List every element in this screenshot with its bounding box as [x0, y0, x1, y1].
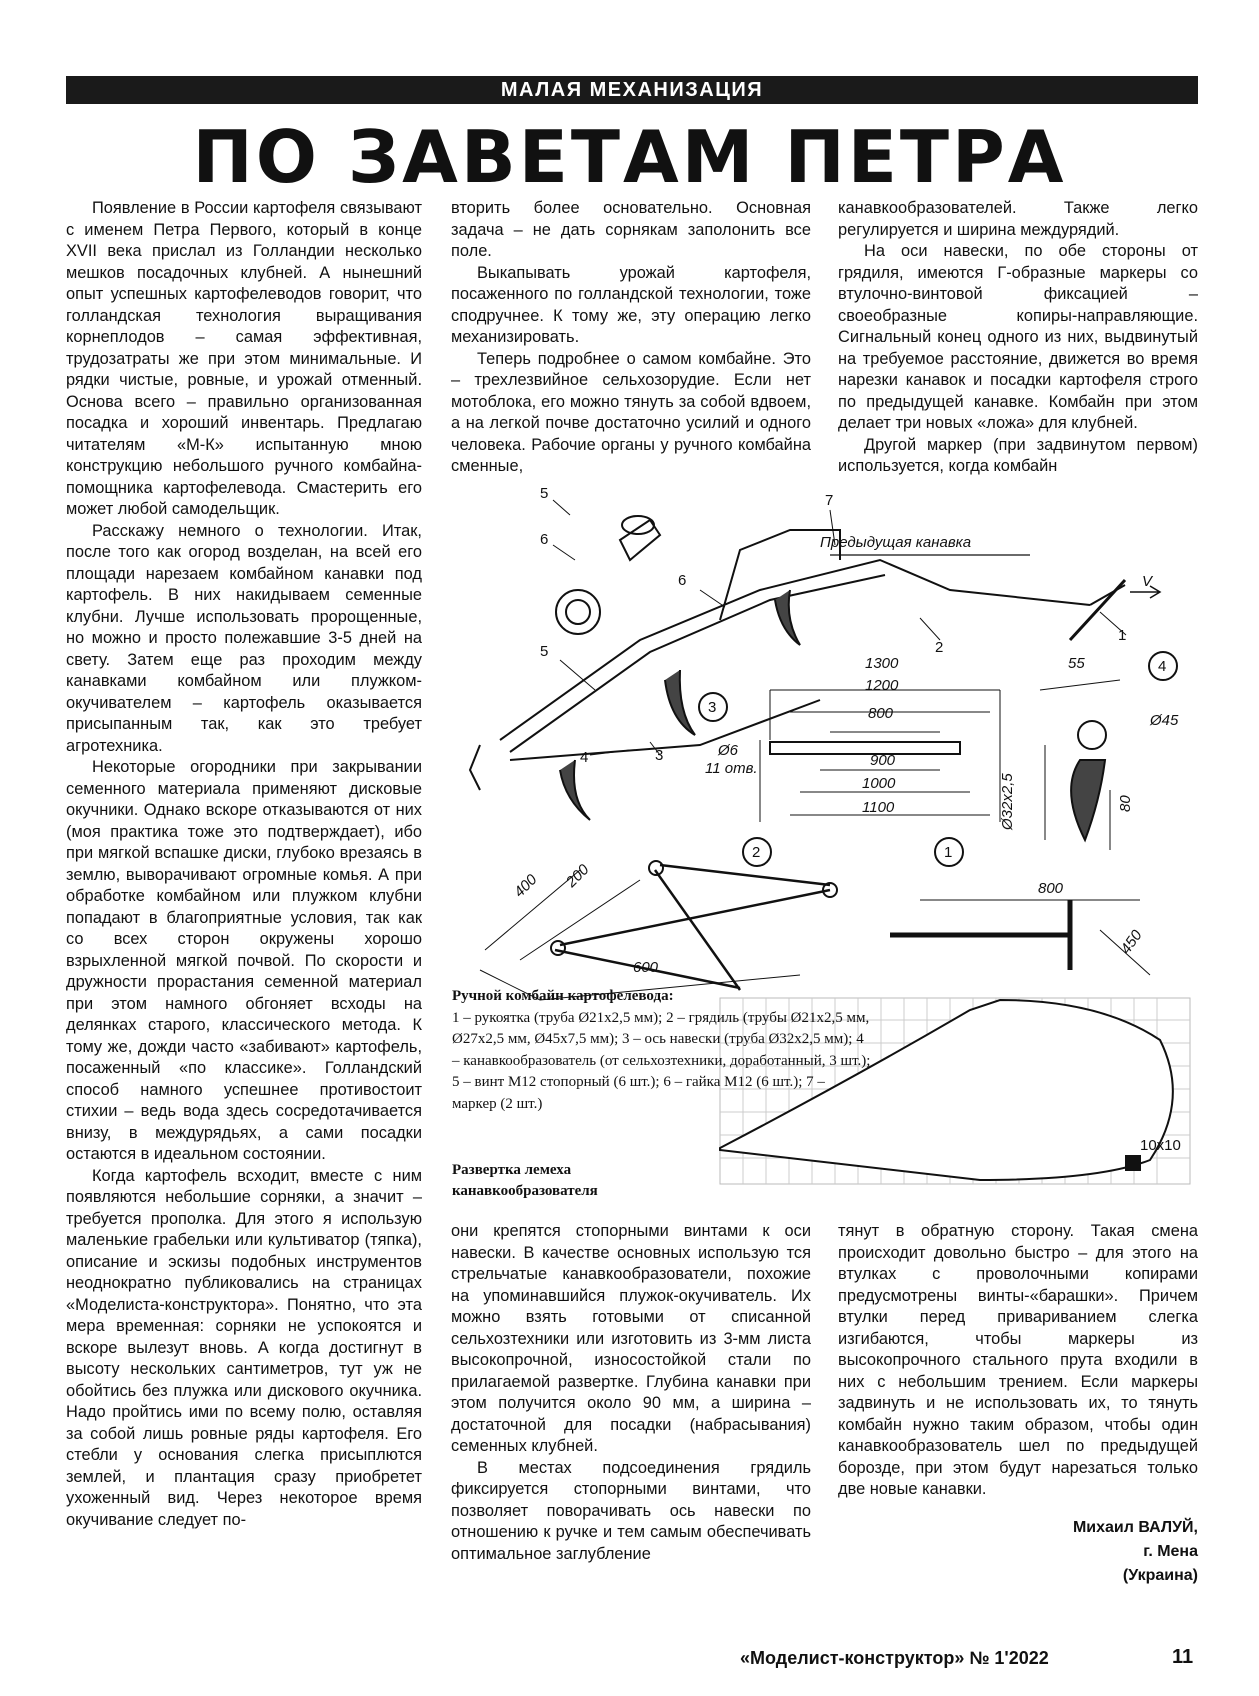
paragraph: Когда картофель всходит, вместе с ним появляются небольшие сорняки, а значит – требуется прополка. Для этого я использую маленькие грабельки или культиватор (тяпка), описание и эскизы подобных инструментов неоднократно публиковались на страницах «Моделиста-конструктора». Понятно, что эта мера временная: сорняки не успокоятся и вскоре вылезут вновь. А когда достигнут в высоту нескольких сантиметров, тут уж не обойтись без плужка или дискового окучника. Надо пройтись ими по всему полю, оставляя за собой лишь ровные ряды картофеля. Его стебли у основания слегка присыплются землей, и плантация сразу приобретет ухоженный вид. Через некоторое время окучивание следует по- — [66, 1166, 422, 1529]
circle-label: 4 — [1158, 658, 1167, 675]
paragraph: На оси навески, по обе стороны от грядиля, имеются Г-образные маркеры со втулочно-винтовой фиксацией – своеобразные копиры-направляющие. Сигнальный конец одного из них, выдвинутый на требуемое расстояние, движется во время нарезки канавок и посадки картофеля строго по предыдущей канавке. Комбайн при этом делает три новых «ложа» для клубней. — [838, 242, 1198, 432]
paragraph: Выкапывать урожай картофеля, посаженного по голландской технологии, тоже сподручнее. К тому же, эту операцию легко механизировать. — [451, 263, 811, 346]
dim-label: Ø45 — [1150, 712, 1179, 729]
dim-label: 900 — [870, 752, 896, 769]
callout-label: 3 — [655, 747, 664, 764]
share-blade — [1071, 760, 1105, 840]
callout-label: 5 — [540, 643, 549, 660]
beam-line-lower — [510, 575, 885, 752]
dim-label: 450 — [1117, 927, 1146, 958]
beam-line — [500, 560, 1090, 740]
dim-label: 1200 — [865, 677, 899, 694]
bolt-head — [622, 516, 654, 534]
paragraph: Расскажу немного о технологии. Итак, после того как огород возделан, на всей его площади нарезаем комбайном канавки под картофель. В них накидываем семенные клубни. Лучше использовать пророщенные, но можно и просто полежавшие 3-5 дней на свету. Затем еще раз проходим между канавками комбайном или плужком-окучивателем – картофель оказывается присыпанным так, как это требует агротехника. — [66, 521, 422, 755]
blade — [560, 760, 590, 820]
circle-label: 1 — [944, 844, 953, 861]
circle-label: 3 — [708, 699, 717, 716]
dim-label: 800 — [1038, 880, 1064, 897]
axle-tube — [770, 742, 960, 754]
section-header: МАЛАЯ МЕХАНИЗАЦИЯ — [66, 76, 1198, 104]
nut-detail — [556, 590, 600, 634]
circle-label: 2 — [752, 844, 761, 861]
axle-line — [510, 700, 820, 760]
dim-label: 55 — [1068, 655, 1085, 672]
share-sleeve — [1078, 721, 1106, 749]
dim-label: 800 — [868, 705, 894, 722]
callout-label: 5 — [540, 485, 549, 502]
callout-label: 6 — [540, 531, 549, 548]
handle-line — [1090, 585, 1125, 605]
author-block — [1073, 1516, 1198, 1588]
paragraph: они крепятся стопорными винтами к оси навески. В качестве основных использую тся стрельчатые канавкообразователи, похожие на упоминавшийся плужок-окучиватель. Их можно взять готовыми от списанной сельхозтехники или изготовить из 3-мм листа высокопрочной, износостойкой стали по прилагаемой развертке. Глубина канавки при этом получится около 90 мм, а ширина – достаточной для посадки (набрасывания) семенных клубней. — [451, 1222, 811, 1455]
beam-frame — [555, 865, 830, 990]
handle-shape — [890, 900, 1070, 970]
page-number: 11 — [1172, 1646, 1194, 1668]
caption-text: 1 – рукоятка (труба Ø21x2,5 мм); 2 – грядиль (трубы Ø21x2,5 мм, Ø27x2,5 мм, Ø45x7,5 мм); 3 – ось навески (труба Ø32x2,5 мм); 4 – канавкообразователь (от сельхозтехники, доработанный, 3 шт.); 5 – винт M12 стопорный (6 шт.); 6 – гайка M12 (6 шт.); 7 – маркер (2 шт.) — [452, 1009, 871, 1112]
blade — [775, 590, 800, 645]
paragraph: Другой маркер (при задвинутом первом) используется, когда комбайн — [838, 435, 1198, 475]
author-city: г. Мена — [1143, 1543, 1198, 1560]
dim-label: 1000 — [862, 775, 896, 792]
paragraph: тянут в обратную сторону. Такая смена происходит довольно быстро – для этого на втулках с проволочными копирами предусмотрены винты-«барашки». Причем втулки перед привариванием слегка изгибаются, чтобы маркеры из высокопрочного стального прута входили в них с небольшим трением. Если маркеры задвинуть и не использовать их, то тянуть комбайн нужно таким образом, чтобы один канавкообразователь шел по предыдущей борозде, при этом будут нарезаться только две новые канавки. — [838, 1222, 1198, 1498]
callout-label: 7 — [825, 492, 834, 509]
dim-label: 1300 — [865, 655, 899, 672]
dim-label: 11 отв. — [705, 760, 758, 777]
dim-label: 1100 — [862, 799, 895, 816]
prev-groove-label: Предыдущая канавка — [820, 534, 972, 551]
beam-joint — [551, 941, 565, 955]
paragraph: Теперь подробнее о самом комбайне. Это – трехлезвийное сельхозорудие. Если нет мотоблока, его можно тянуть за собой вдвоем, а на легкой почве достаточно усилий и одного человека. Рабочие органы у ручного комбайна сменные, — [451, 349, 811, 475]
magazine-footer: «Моделист-конструктор» № 1'2022 — [740, 1648, 1049, 1668]
article-title: ПО ЗАВЕТАМ ПЕТРА — [192, 115, 1067, 199]
paragraph: Некоторые огородники при закрывании семенного материала применяют дисковые окучники. Однако вскоре отказываются от них (моя практика тоже это подтверждает), ибо при мягкой вспашке диски, глубоко врезаясь в землю, выворачивают огромные комья. А при обработке комбайном или плужком клубни попадают в благоприятные условия, так как со всех сторон окружены хорошо взрыхленной мягкой почвой. По скорости и дружности прорастания семенной материал при этом намного обгоняет всходы на делянках старого, классического метода. К тому же, дожди часто «забивают» картофель, посаженный «по классике». Голландский способ намного успешнее противостоит стихии – ведь вода здесь сосредотачивается внизу, в междурядьях, а сами посадки остаются в идеальном состоянии. — [66, 758, 422, 1163]
nut-detail-hole — [566, 600, 590, 624]
direction-label: V — [1142, 573, 1153, 590]
caption-title: Ручной комбайн картофелевода: — [452, 988, 674, 1004]
callout-label: 1 — [1118, 627, 1127, 644]
dim-label: 600 — [633, 959, 659, 976]
handle-grip — [1070, 580, 1125, 640]
callout-label: 6 — [678, 572, 687, 589]
author-name: Михаил ВАЛУЙ, — [1072, 1519, 1198, 1536]
callout-label: 2 — [935, 639, 944, 656]
dim-label: 400 — [510, 871, 541, 901]
dim-label: Ø32x2,5 — [999, 773, 1016, 830]
paragraph: В местах подсоединения грядиль фиксируется стопорными винтами, что позволяет поворачивать ось навески по отношению к ручке и тем самым обеспечивать оптимальное заглубление — [451, 1458, 811, 1563]
paragraph: вторить более основательно. Основная задача – не дать сорнякам заполонить все поле. — [451, 199, 811, 260]
grid-scale-square — [1125, 1155, 1141, 1171]
paragraph: Появление в России картофеля связывают с именем Петра Первого, который в конце XVII века прислал из Голландии несколько мешков посадочных клубней. А нынешний опыт успешных картофелеводов говорит, что голландская технология выращивания корнеплодов – самая эффективная, трудозатраты же при этом минимальные. И рядки чистые, ровные, и урожай отменный. Основа всего – правильно организованная посадка и хороший инвентарь. Предлагаю читателям «М-К» испытанную мною конструкцию небольшого ручного комбайна-помощника картофелевода. Смастерить его может любой самодельщик. — [66, 199, 422, 518]
dim-label: 200 — [562, 861, 593, 891]
callout-label: 4 — [580, 749, 589, 766]
marker-wire-left — [470, 745, 480, 790]
author-country: (Украина) — [1122, 1567, 1198, 1584]
figure-caption — [452, 986, 872, 1115]
dim-label: 80 — [1117, 795, 1134, 812]
paragraph: канавкообразователей. Также легко регулируется и ширина междурядий. — [838, 199, 1198, 239]
grid-scale-label: 10x10 — [1140, 1137, 1181, 1154]
development-caption: Развертка лемеха канавкообразователя — [452, 1162, 598, 1199]
dim-label: Ø6 — [718, 742, 739, 759]
blade — [665, 670, 695, 735]
